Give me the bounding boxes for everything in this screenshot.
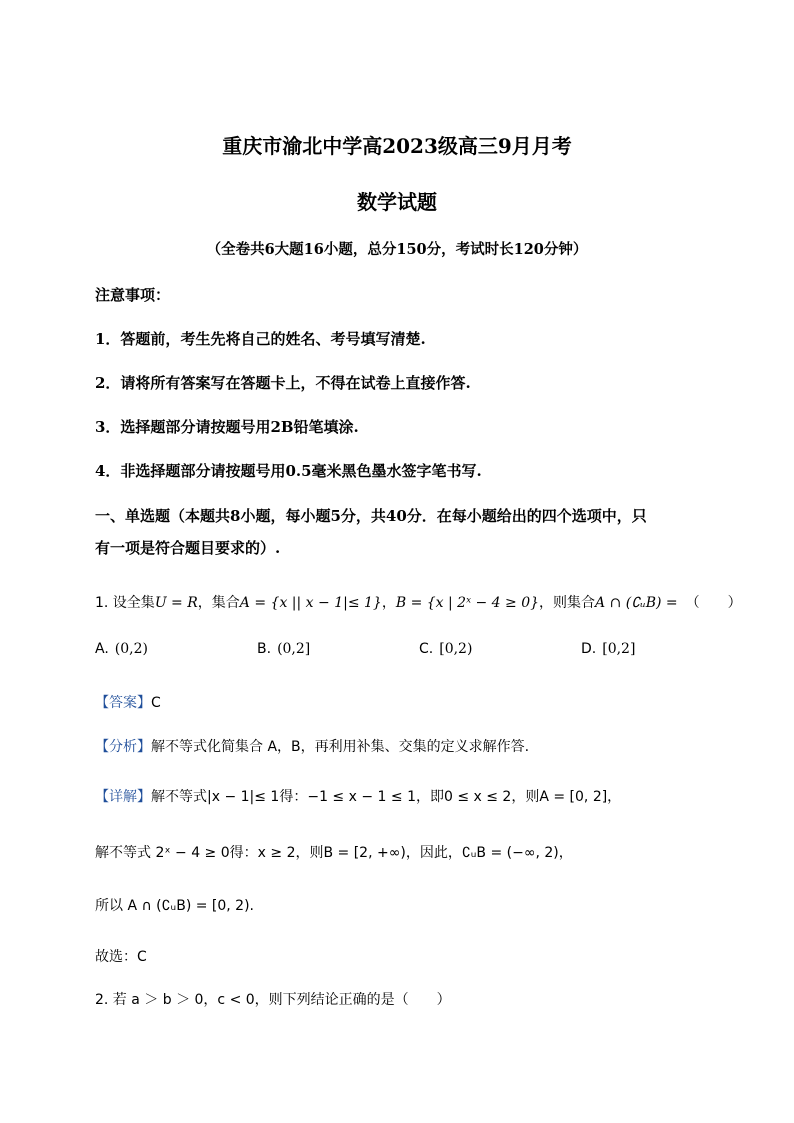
option-d-value: [0,2]	[602, 641, 636, 657]
option-d-label: D.	[581, 641, 597, 657]
analysis-tag: 【分析】	[95, 739, 151, 755]
option-a	[95, 641, 148, 657]
q1-blank: （ ）	[685, 595, 742, 611]
detail-line-1	[95, 786, 621, 806]
q1-universe: U = R	[154, 595, 198, 611]
detail-line-2: 解不等式 2ˣ − 4 ≥ 0得：x ≥ 2，则B = [2, +∞)，因此，∁ᵤB = (−∞, 2)，	[95, 845, 573, 861]
option-c-value: [0,2)	[439, 641, 473, 657]
q1-set-a: A = {x || x − 1|≤ 1}	[239, 595, 382, 611]
analysis-line	[95, 736, 529, 756]
detail-tag: 【详解】	[95, 789, 151, 805]
analysis-text: 解不等式化简集合 A，B，再利用补集、交集的定义求解作答.	[151, 739, 530, 755]
section-heading-line2: 有一项是符合题目要求的）.	[95, 539, 281, 557]
option-a-value: (0,2)	[114, 641, 148, 657]
option-b-value: (0,2]	[277, 641, 311, 657]
question-1	[95, 592, 742, 612]
q1-expr: A ∩ (∁ᵤB) =	[595, 595, 678, 611]
notice-item-4: 4．非选择题部分请按题号用0.5毫米黑色墨水签字笔书写.	[95, 462, 482, 480]
exam-title: 重庆市渝北中学高2023级高三9月月考	[222, 134, 572, 158]
question-2: 2. 若 a ＞ b ＞ 0，c < 0，则下列结论正确的是（ ）	[95, 992, 451, 1008]
option-c	[419, 641, 472, 657]
notice-item-1: 1．答题前，考生先将自己的姓名、考号填写清楚.	[95, 330, 426, 348]
q1-mid: ，集合	[197, 595, 240, 611]
option-d	[581, 641, 635, 657]
q1-prefix: 1. 设全集	[95, 595, 155, 611]
detail-line-3: 所以 A ∩ (∁ᵤB) = [0, 2).	[95, 898, 254, 914]
notice-item-2: 2．请将所有答案写在答题卡上，不得在试卷上直接作答.	[95, 374, 471, 392]
option-b-label: B.	[257, 641, 272, 657]
answer-value: C	[151, 695, 161, 711]
notice-heading: 注意事项：	[95, 286, 171, 304]
subject-title: 数学试题	[357, 190, 437, 214]
q1-comma: ，	[381, 595, 396, 611]
q1-suffix: ，则集合	[539, 595, 596, 611]
section-heading-line1: 一、单选题（本题共8小题，每小题5分，共40分．在每小题给出的四个选项中，只	[95, 507, 647, 525]
answer-line	[95, 692, 161, 712]
option-c-label: C.	[419, 641, 434, 657]
answer-tag: 【答案】	[95, 695, 151, 711]
detail-text-1: 解不等式|x − 1|≤ 1得：−1 ≤ x − 1 ≤ 1，即0 ≤ x ≤ 2，则A = [0, 2]，	[151, 789, 622, 805]
notice-item-3: 3．选择题部分请按题号用2B铅笔填涂.	[95, 418, 359, 436]
exam-info: （全卷共6大题16小题，总分150分，考试时长120分钟）	[206, 241, 588, 258]
option-a-label: A.	[95, 641, 109, 657]
choice-line: 故选：C	[95, 949, 147, 965]
option-b	[257, 641, 310, 657]
q1-set-b: B = {x | 2ˣ − 4 ≥ 0}	[395, 595, 540, 611]
